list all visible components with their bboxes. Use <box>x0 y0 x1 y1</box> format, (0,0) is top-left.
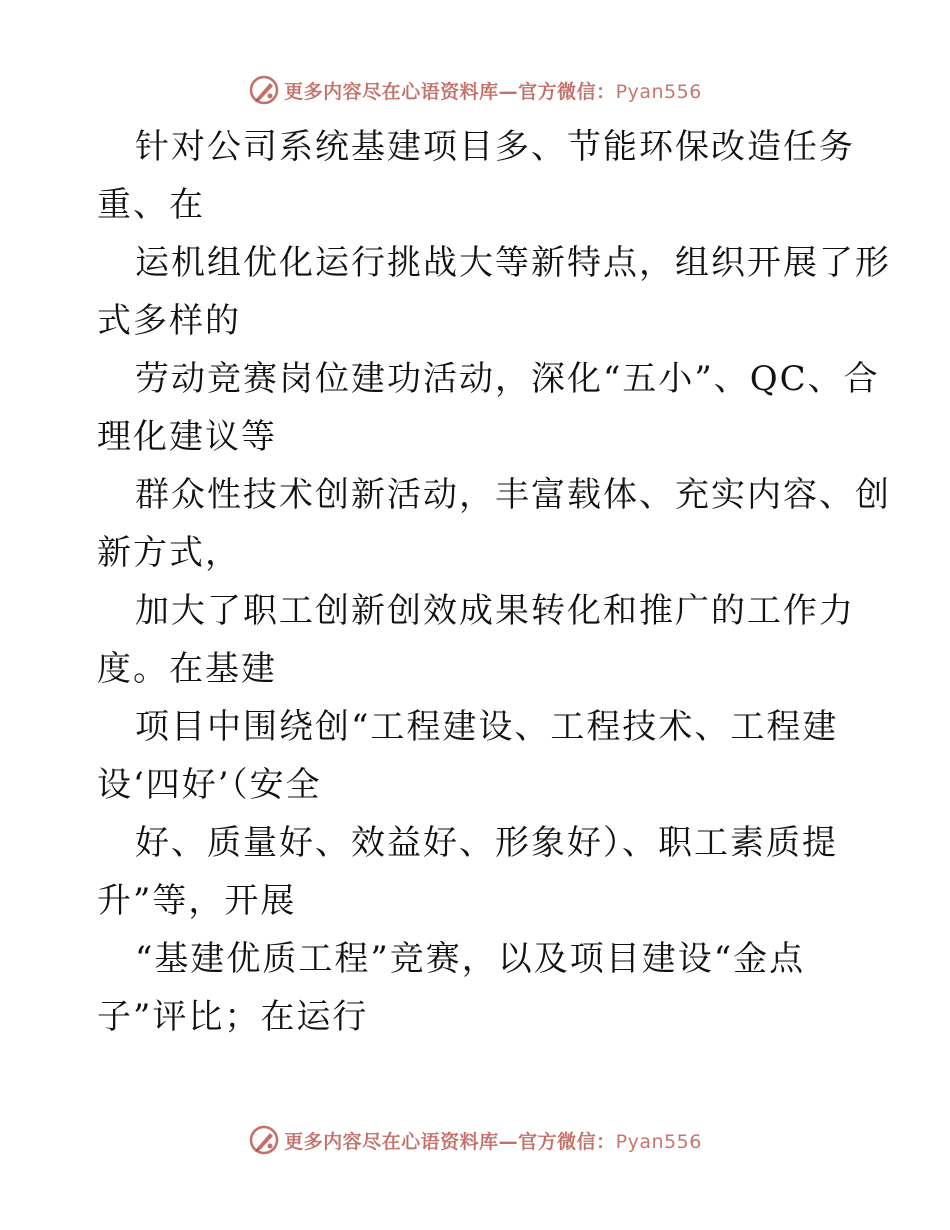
quill-pen-logo-icon <box>248 74 280 106</box>
quill-pen-logo-icon <box>248 1124 280 1156</box>
body-line: 好、质量好、效益好、形象好）、职工素质提 <box>135 823 838 863</box>
banner-wechat-id: Pyan556 <box>615 80 702 103</box>
banner-source-text: 更多内容尽在心语资料库—官方微信： <box>284 80 616 103</box>
body-line: 度。在基建 <box>97 649 277 689</box>
body-line: 理化建议等 <box>97 417 277 457</box>
banner-source-text: 更多内容尽在心语资料库—官方微信： <box>284 1130 616 1153</box>
body-line: 设‘四好’（安全 <box>97 765 322 805</box>
body-line: 运机组优化运行挑战大等新特点，组织开展了形 <box>135 243 891 283</box>
document-body <box>97 118 891 1046</box>
footer-banner <box>0 1120 950 1160</box>
body-line: 升”等，开展 <box>97 881 297 921</box>
body-line: 加大了职工创新创效成果转化和推广的工作力 <box>135 591 855 631</box>
body-line: 针对公司系统基建项目多、节能环保改造任务 <box>135 127 855 167</box>
banner-wechat-id: Pyan556 <box>615 1130 702 1153</box>
body-line: 项目中围绕创“工程建设、工程技术、工程建 <box>135 707 839 747</box>
body-line: 重、在 <box>97 185 205 225</box>
body-line: “基建优质工程”竞赛，以及项目建设“金点 <box>135 939 806 979</box>
body-line: 劳动竞赛岗位建功活动，深化“五小”、QC、合 <box>135 359 880 399</box>
body-line: 群众性技术创新活动，丰富载体、充实内容、创 <box>135 475 891 515</box>
body-line: 子”评比；在运行 <box>97 997 369 1037</box>
banner-label <box>284 1127 702 1154</box>
header-banner <box>0 70 950 110</box>
body-line: 式多样的 <box>97 301 241 341</box>
body-line: 新方式， <box>97 533 241 573</box>
banner-label <box>284 77 702 104</box>
